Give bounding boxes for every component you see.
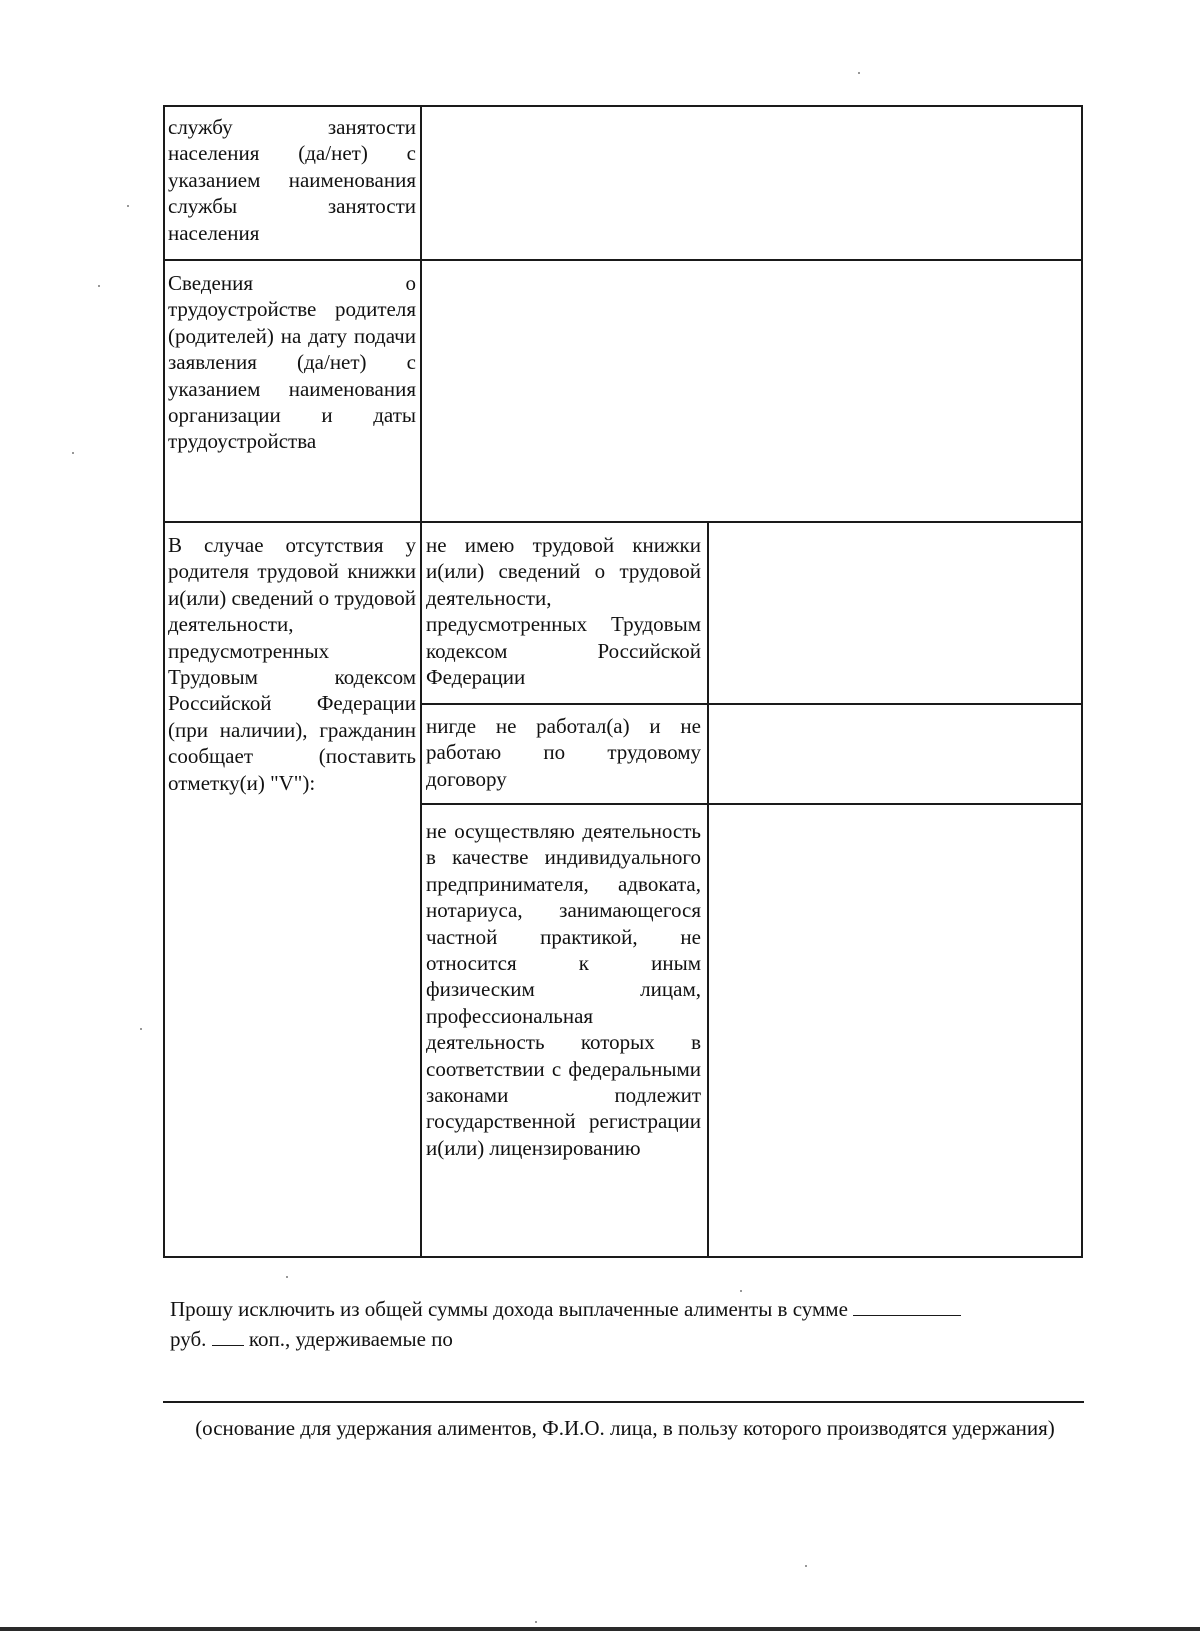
table-border-top [163,105,1083,107]
job-placement-label: Сведения о трудоустройстве родителя (родителей) на дату подачи заявления (да/нет) с указанием наименования организации и даты трудоустройства [168,271,416,454]
alimony-amount-rub-field[interactable] [853,1297,961,1316]
table-subrow-divider-1 [420,703,1083,705]
rub-label: руб. [170,1327,207,1351]
table-row-divider-1 [163,259,1083,261]
option-never-worked: нигде не работал(а) и не работаю по трудовому договору [426,714,701,791]
scan-speck [127,205,129,207]
table-border-right [1081,105,1083,1258]
scan-speck [140,1028,142,1030]
table-row-divider-2 [163,521,1083,523]
option-not-entrepreneur-checkbox[interactable] [712,807,1078,1254]
scan-speck [286,1276,288,1278]
option-not-entrepreneur: не осуществляю деятельность в качестве индивидуального предпринимателя, адвоката, нотариуса, занимающегося частной практикой, не относится к иным физическим лицам, профессиональная деятельность которых в соответствии с федеральными законами подлежит государственной регистрации и(или) лицензированию [426,819,701,1160]
scan-edge-line [0,1627,1200,1631]
scan-speck [98,285,100,287]
scan-speck [858,72,860,74]
table-border-bottom [163,1256,1083,1258]
table-subrow-divider-2 [420,803,1083,805]
alimony-request-text: Прошу исключить из общей суммы дохода выплаченные алименты в сумме [170,1297,848,1321]
scan-speck [740,1290,742,1292]
scan-speck [805,1565,807,1567]
table-border-left [163,105,165,1258]
alimony-basis-line[interactable] [163,1401,1084,1403]
employment-service-value-field[interactable] [425,109,1077,257]
absence-of-records-label: В случае отсутствия у родителя трудовой книжки и(или) сведений о трудовой деятельности, предусмотренных Трудовым кодексом Российской Федерации (при наличии), гражданин сообщает (поставить отметку(и) "V"): [168,533,416,795]
option-no-work-book: не имею трудовой книжки и(или) сведений о трудовой деятельности, предусмотренных Трудовым кодексом Российской Федерации [426,533,701,690]
scan-speck [535,1621,537,1623]
option-no-work-book-checkbox[interactable] [712,525,1078,701]
alimony-basis-caption: (основание для удержания алиментов, Ф.И.О. лица, в пользу которого производятся удержания) [195,1416,1055,1440]
kop-withheld-label: коп., удерживаемые по [248,1327,453,1351]
table-col-divider-1 [420,105,422,1258]
table-col-divider-2 [707,521,709,1258]
employment-service-label: службу занятости населения (да/нет) с указанием наименования службы занятости населения [168,115,416,245]
alimony-amount-kop-field[interactable] [212,1327,244,1346]
scan-speck [72,452,74,454]
job-placement-value-field[interactable] [425,263,1077,519]
alimony-paragraph [170,1294,1090,1354]
option-never-worked-checkbox[interactable] [712,707,1078,801]
